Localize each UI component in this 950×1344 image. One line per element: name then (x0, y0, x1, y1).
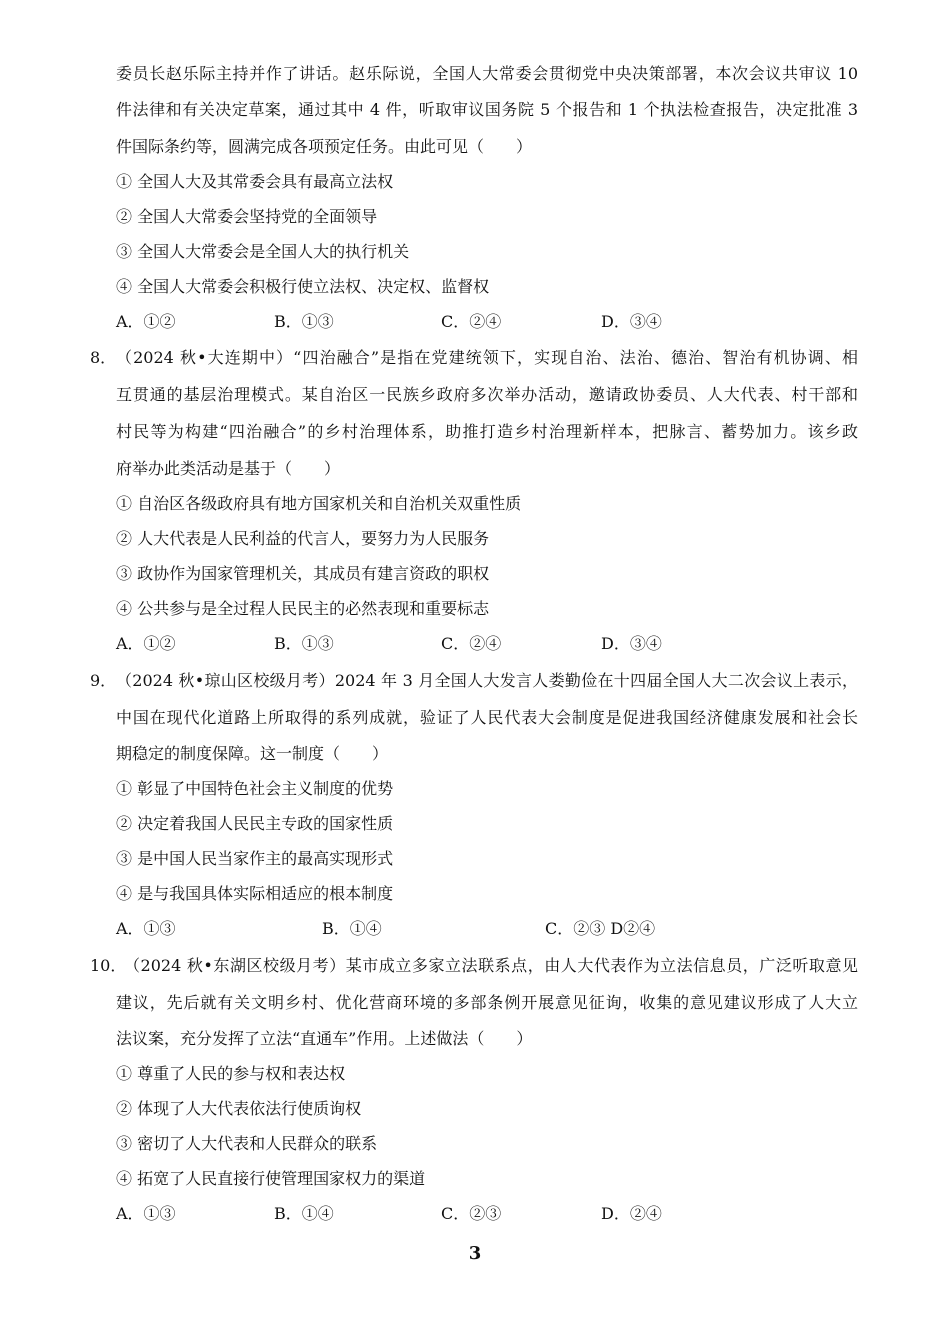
q8-stem-line-1: （2024 秋•大连期中）“四治融合”是指在党建统领下，实现自治、法治、德治、智治有机协调、相 (116, 348, 858, 367)
q10-option-a[interactable]: A．①③ (116, 1204, 176, 1223)
q8-stem-line-4: 府举办此类活动是基于（ ） (116, 459, 341, 478)
q9-number: 9． (90, 671, 117, 690)
q7-item-4: ④ 全国人大常委会积极行使立法权、决定权、监督权 (116, 277, 490, 296)
q7-stem-line-2: 件法律和有关决定草案，通过其中 4 件，听取审议国务院 5 个报告和 1 个执法检查报告，决定批准 3 (116, 100, 858, 119)
q8-item-2: ② 人大代表是人民利益的代言人，要努力为人民服务 (116, 529, 490, 548)
q9-item-3: ③ 是中国人民当家作主的最高实现形式 (116, 849, 394, 868)
q8-item-4: ④ 公共参与是全过程人民民主的必然表现和重要标志 (116, 599, 490, 618)
q9-stem-line-2: 中国在现代化道路上所取得的系列成就，验证了人民代表大会制度是促进我国经济健康发展和社会长 (116, 708, 858, 727)
q9-stem-line-3: 期稳定的制度保障。这一制度（ ） (116, 744, 389, 763)
q8-number: 8． (90, 348, 117, 367)
q9-item-1: ① 彰显了中国特色社会主义制度的优势 (116, 779, 394, 798)
q9-option-b[interactable]: B．①④ (322, 919, 382, 938)
q8-option-d[interactable]: D．③④ (601, 634, 662, 653)
q10-stem-line-1: （2024 秋•东湖区校级月考）某市成立多家立法联系点，由人大代表作为立法信息员，广泛听取意见 (124, 956, 858, 975)
q9-item-2: ② 决定着我国人民民主专政的国家性质 (116, 814, 394, 833)
q9-option-c-d[interactable]: C．②③ D②④ (545, 919, 656, 938)
q7-option-a[interactable]: A．①② (116, 312, 176, 331)
q9-stem-line-1: （2024 秋•琼山区校级月考）2024 年 3 月全国人大发言人娄勤俭在十四届全国人大二次会议上表示， (116, 671, 858, 690)
q9-option-a[interactable]: A．①③ (116, 919, 176, 938)
q10-item-4: ④ 拓宽了人民直接行使管理国家权力的渠道 (116, 1169, 426, 1188)
q7-stem-line-1: 委员长赵乐际主持并作了讲话。赵乐际说，全国人大常委会贯彻党中央决策部署，本次会议共审议 10 (116, 64, 858, 83)
q10-stem-line-2: 建议，先后就有关文明乡村、优化营商环境的多部条例开展意见征询，收集的意见建议形成了人大立 (116, 993, 858, 1012)
q10-option-b[interactable]: B．①④ (274, 1204, 334, 1223)
q7-stem-line-3: 件国际条约等，圆满完成各项预定任务。由此可见（ ） (116, 137, 533, 156)
q10-number: 10． (90, 956, 127, 975)
q10-option-c[interactable]: C．②③ (441, 1204, 502, 1223)
q8-option-b[interactable]: B．①③ (274, 634, 334, 653)
q10-option-d[interactable]: D．②④ (601, 1204, 662, 1223)
q10-item-2: ② 体现了人大代表依法行使质询权 (116, 1099, 362, 1118)
q8-item-1: ① 自治区各级政府具有地方国家机关和自治机关双重性质 (116, 494, 522, 513)
q8-stem-line-2: 互贯通的基层治理模式。某自治区一民族乡政府多次举办活动，邀请政协委员、人大代表、村干部和 (116, 385, 858, 404)
q8-option-a[interactable]: A．①② (116, 634, 176, 653)
page-number: 3 (468, 1243, 482, 1264)
q8-item-3: ③ 政协作为国家管理机关，其成员有建言资政的职权 (116, 564, 490, 583)
q10-item-1: ① 尊重了人民的参与权和表达权 (116, 1064, 346, 1083)
q7-item-1: ① 全国人大及其常委会具有最高立法权 (116, 172, 394, 191)
q7-item-3: ③ 全国人大常委会是全国人大的执行机关 (116, 242, 410, 261)
q10-item-3: ③ 密切了人大代表和人民群众的联系 (116, 1134, 378, 1153)
q9-item-4: ④ 是与我国具体实际相适应的根本制度 (116, 884, 394, 903)
q10-stem-line-3: 法议案，充分发挥了立法“直通车”作用。上述做法（ ） (116, 1029, 533, 1048)
q7-item-2: ② 全国人大常委会坚持党的全面领导 (116, 207, 378, 226)
q8-stem-line-3: 村民等为构建“四治融合”的乡村治理体系，助推打造乡村治理新样本，把脉言、蓄势加力。该乡政 (116, 422, 858, 441)
q7-option-d[interactable]: D．③④ (601, 312, 662, 331)
q7-option-b[interactable]: B．①③ (274, 312, 334, 331)
q7-option-c[interactable]: C．②④ (441, 312, 502, 331)
q8-option-c[interactable]: C．②④ (441, 634, 502, 653)
